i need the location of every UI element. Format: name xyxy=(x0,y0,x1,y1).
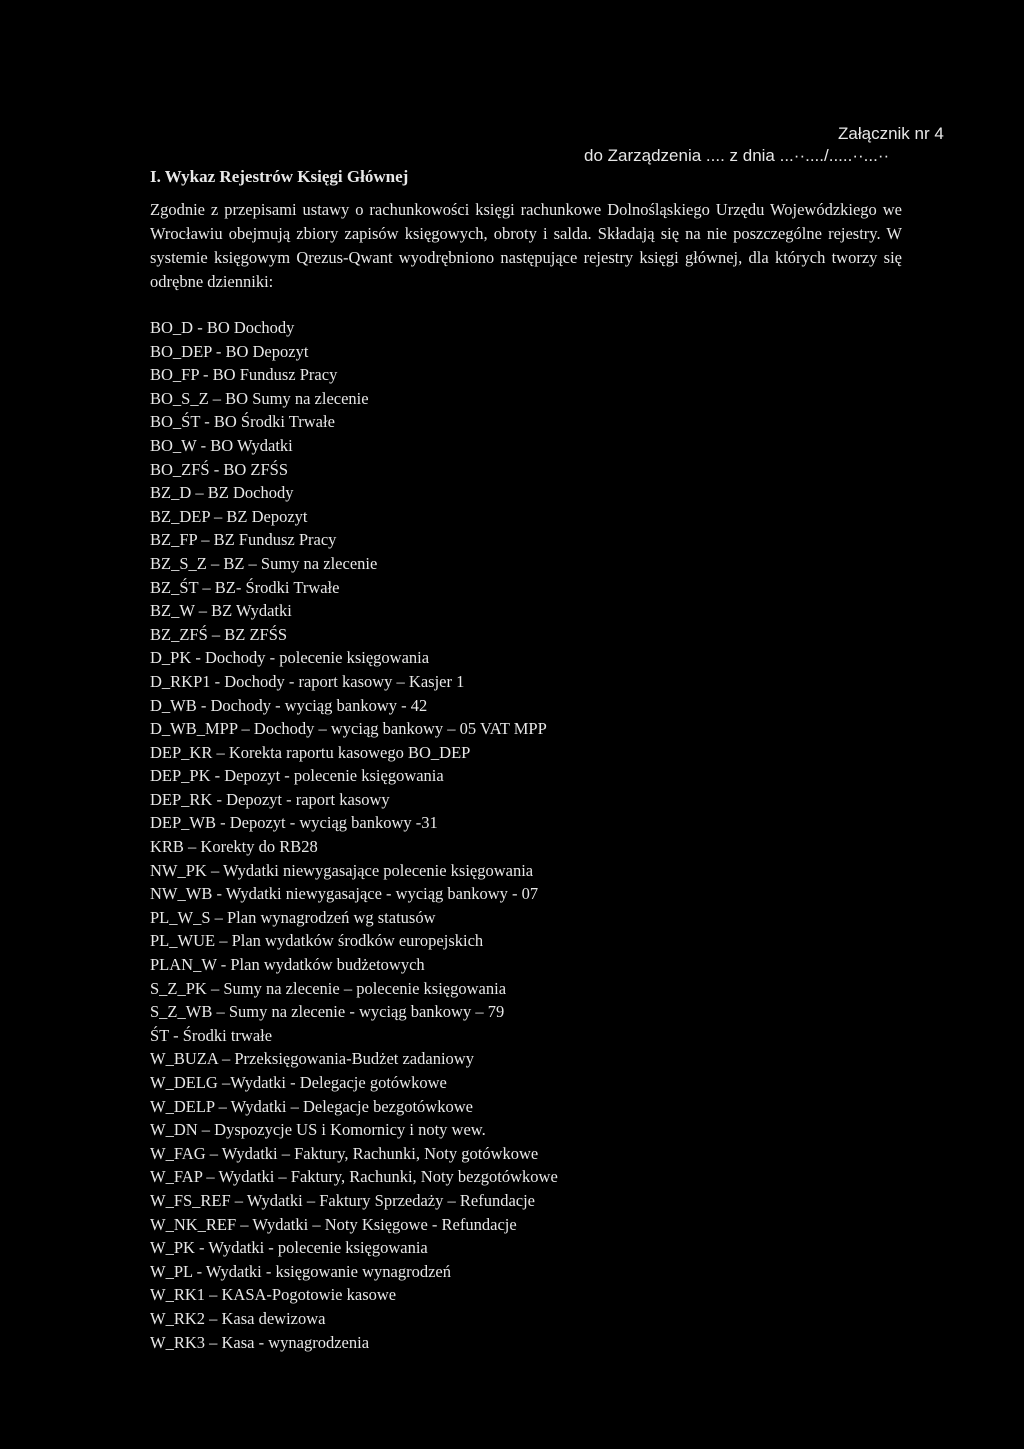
register-item: BZ_D – BZ Dochody xyxy=(150,483,294,503)
register-item: PLAN_W - Plan wydatków budżetowych xyxy=(150,955,425,975)
ordinance-reference: do Zarządzenia .... z dnia ...··..../.....··...·· xyxy=(584,146,890,165)
register-item: D_PK - Dochody - polecenie księgowania xyxy=(150,648,430,668)
register-item: W_DELP – Wydatki – Delegacje bezgotówkowe xyxy=(150,1096,473,1116)
register-item: BZ_ŚT – BZ- Środki Trwałe xyxy=(150,577,340,597)
register-item: ŚT - Środki trwałe xyxy=(150,1025,273,1045)
attachment-number: Załącznik nr 4 xyxy=(838,124,944,143)
register-item: BO_FP - BO Fundusz Pracy xyxy=(150,365,338,385)
register-item: S_Z_PK – Sumy na zlecenie – polecenie księgowania xyxy=(150,978,507,998)
register-item: D_WB - Dochody - wyciąg bankowy - 42 xyxy=(150,695,428,715)
register-item: BO_W - BO Wydatki xyxy=(150,435,293,455)
register-item: DEP_WB - Depozyt - wyciąg bankowy -31 xyxy=(150,813,438,833)
register-item: BZ_ZFŚ – BZ ZFŚS xyxy=(150,624,288,644)
register-item: BO_S_Z – BO Sumy na zlecenie xyxy=(150,388,369,408)
register-item: DEP_KR – Korekta raportu kasowego BO_DEP xyxy=(150,742,471,762)
register-item: D_WB_MPP – Dochody – wyciąg bankowy – 05 VAT MPP xyxy=(150,719,547,739)
register-item: W_RK3 – Kasa - wynagrodzenia xyxy=(150,1332,370,1352)
register-item: W_DELG –Wydatki - Delegacje gotówkowe xyxy=(150,1073,447,1092)
register-item: BO_D - BO Dochody xyxy=(150,318,295,337)
intro-text xyxy=(150,198,902,294)
register-item: BO_ZFŚ - BO ZFŚS xyxy=(150,459,289,479)
register-list xyxy=(150,316,870,1354)
register-item: W_FAG – Wydatki – Faktury, Rachunki, Noty gotówkowe xyxy=(150,1143,539,1163)
register-item: DEP_RK - Depozyt - raport kasowy xyxy=(150,789,390,809)
register-item: W_NK_REF – Wydatki – Noty Księgowe - Refundacje xyxy=(150,1214,517,1234)
register-item: W_BUZA – Przeksięgowania-Budżet zadaniowy xyxy=(150,1049,474,1069)
register-item: PL_WUE – Plan wydatków środków europejskich xyxy=(150,931,484,951)
register-item: W_DN – Dyspozycje US i Komornicy i noty wew. xyxy=(150,1120,486,1140)
intro-paragraph: Zgodnie z przepisami ustawy o rachunkowości księgi rachunkowe Dolnośląskiego Urzędu Wojewódzkiego we Wrocławiu obejmują zbiory zapisów księgowych, obroty i salda. Składają się na nie poszczególne rejestry. W systemie księgowym Qrezus-Qwant wyodrębniono następujące rejestry księgi głównej, dla których tworzy się odrębne dzienniki: xyxy=(150,200,902,291)
register-item: PL_W_S – Plan wynagrodzeń wg statusów xyxy=(150,907,436,927)
register-item: W_FAP – Wydatki – Faktury, Rachunki, Noty bezgotówkowe xyxy=(150,1167,558,1187)
register-item: KRB – Korekty do RB28 xyxy=(150,837,318,857)
register-item: W_PK - Wydatki - polecenie księgowania xyxy=(150,1238,428,1258)
register-item: BO_DEP - BO Depozyt xyxy=(150,341,309,361)
register-item: BO_ŚT - BO Środki Trwałe xyxy=(150,412,335,432)
register-item: S_Z_WB – Sumy na zlecenie - wyciąg bankowy – 79 xyxy=(150,1002,505,1022)
register-item: W_PL - Wydatki - księgowanie wynagrodzeń xyxy=(150,1261,451,1281)
register-item: BZ_FP – BZ Fundusz Pracy xyxy=(150,530,337,550)
register-item: W_RK1 – KASA-Pogotowie kasowe xyxy=(150,1285,397,1305)
register-item: BZ_W – BZ Wydatki xyxy=(150,601,292,621)
register-item: NW_WB - Wydatki niewygasające - wyciąg bankowy - 07 xyxy=(150,884,539,904)
register-item: NW_PK – Wydatki niewygasające polecenie księgowania xyxy=(150,860,534,880)
register-item: W_FS_REF – Wydatki – Faktury Sprzedaży – Refundacje xyxy=(150,1190,536,1210)
register-item: DEP_PK - Depozyt - polecenie księgowania xyxy=(150,766,444,786)
register-item: BZ_DEP – BZ Depozyt xyxy=(150,506,308,526)
register-item: D_RKP1 - Dochody - raport kasowy – Kasjer 1 xyxy=(150,671,465,691)
register-item: BZ_S_Z – BZ – Sumy na zlecenie xyxy=(150,553,378,573)
register-item: W_RK2 – Kasa dewizowa xyxy=(150,1308,326,1328)
section-title: I. Wykaz Rejestrów Księgi Głównej xyxy=(150,167,409,186)
